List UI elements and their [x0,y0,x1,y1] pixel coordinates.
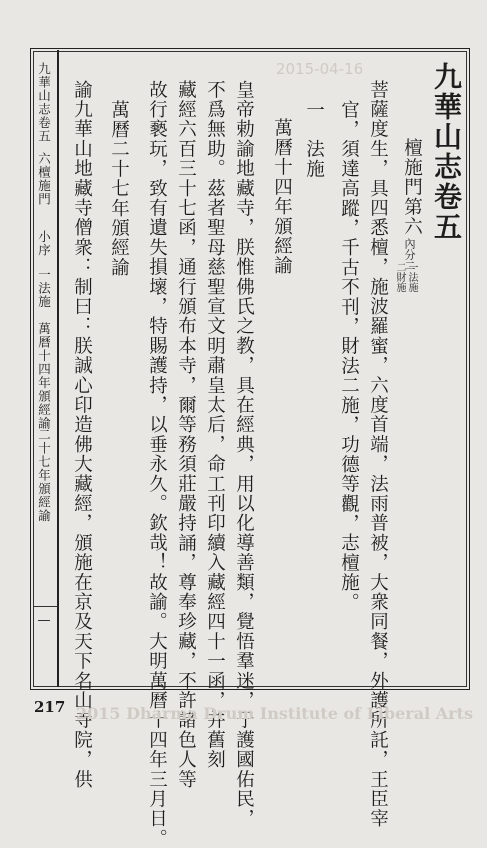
sidebar-item-preface: 小序 [36,230,52,257]
subcategory-wealth: 二財施 [394,262,405,292]
edict1-line-2: 不爲無助。茲者聖母慈聖宣文明肅皇太后，命工刊印續入藏經四十一函，并舊刻 [204,80,226,770]
watermark-institute: 2015 Dharma Drum Institute of Liberal Arts [76,704,473,723]
sidebar-item-dharma-giving: 一法施 [36,268,52,309]
intro-line-2: 官，須達高蹤，千古不刊，財法二施，功德等觀，志檀施。 [338,100,360,613]
subcategory-dharma: 一法施 [406,262,417,292]
sidebar-book-title: 九華山志卷五 [36,62,52,143]
sidebar-divider [57,50,59,687]
sidebar-item-edict-1599: 二十七年頒經諭 [36,428,52,523]
sidebar-item-edict-1586: 萬曆十四年頒經諭 [36,322,52,430]
part-heading-dharma-giving: 一 法施 [303,100,325,179]
intro-line-1: 菩薩度生，具四悉檀，施波羅蜜，六度首端，法雨普被，大衆同餐，外護所託，王臣宰 [367,80,389,829]
edict1-line-4: 故行褻玩，致有遺失損壞，特賜護持，以垂永久。欽哉！故諭。大明萬曆十四年三月日。 [146,80,168,848]
sidebar-chapter: 六檀施門 [36,152,52,206]
edict1-heading: 萬曆十四年頒經諭 [271,118,293,276]
edict2-heading: 萬曆二十七年頒經諭 [108,100,130,278]
sidebar-foot-rule [33,606,57,607]
section-heading: 檀施門第六 [401,138,423,237]
page-number: 217 [34,698,66,716]
watermark-date: 2015-04-16 [276,60,364,78]
edict1-line-1: 皇帝勅諭地藏寺，朕惟佛氏之教，具在經典，用以化導善類，覺悟羣迷，于護國佑民， [233,80,255,829]
edict1-line-3: 藏經六百三十七函，通行頒布本寺，爾等務須莊嚴持誦，尊奉珍藏，不許諸色人等 [175,80,197,790]
sidebar-foot-mark [38,620,50,621]
page-title: 九華山志卷五 [430,62,463,242]
edict2-line-1: 諭九華山地藏寺僧衆：制曰：朕誠心印造佛大藏經，頒施在京及天下名山寺院，供 [71,80,93,790]
section-subhead: 內分二 [403,238,416,271]
